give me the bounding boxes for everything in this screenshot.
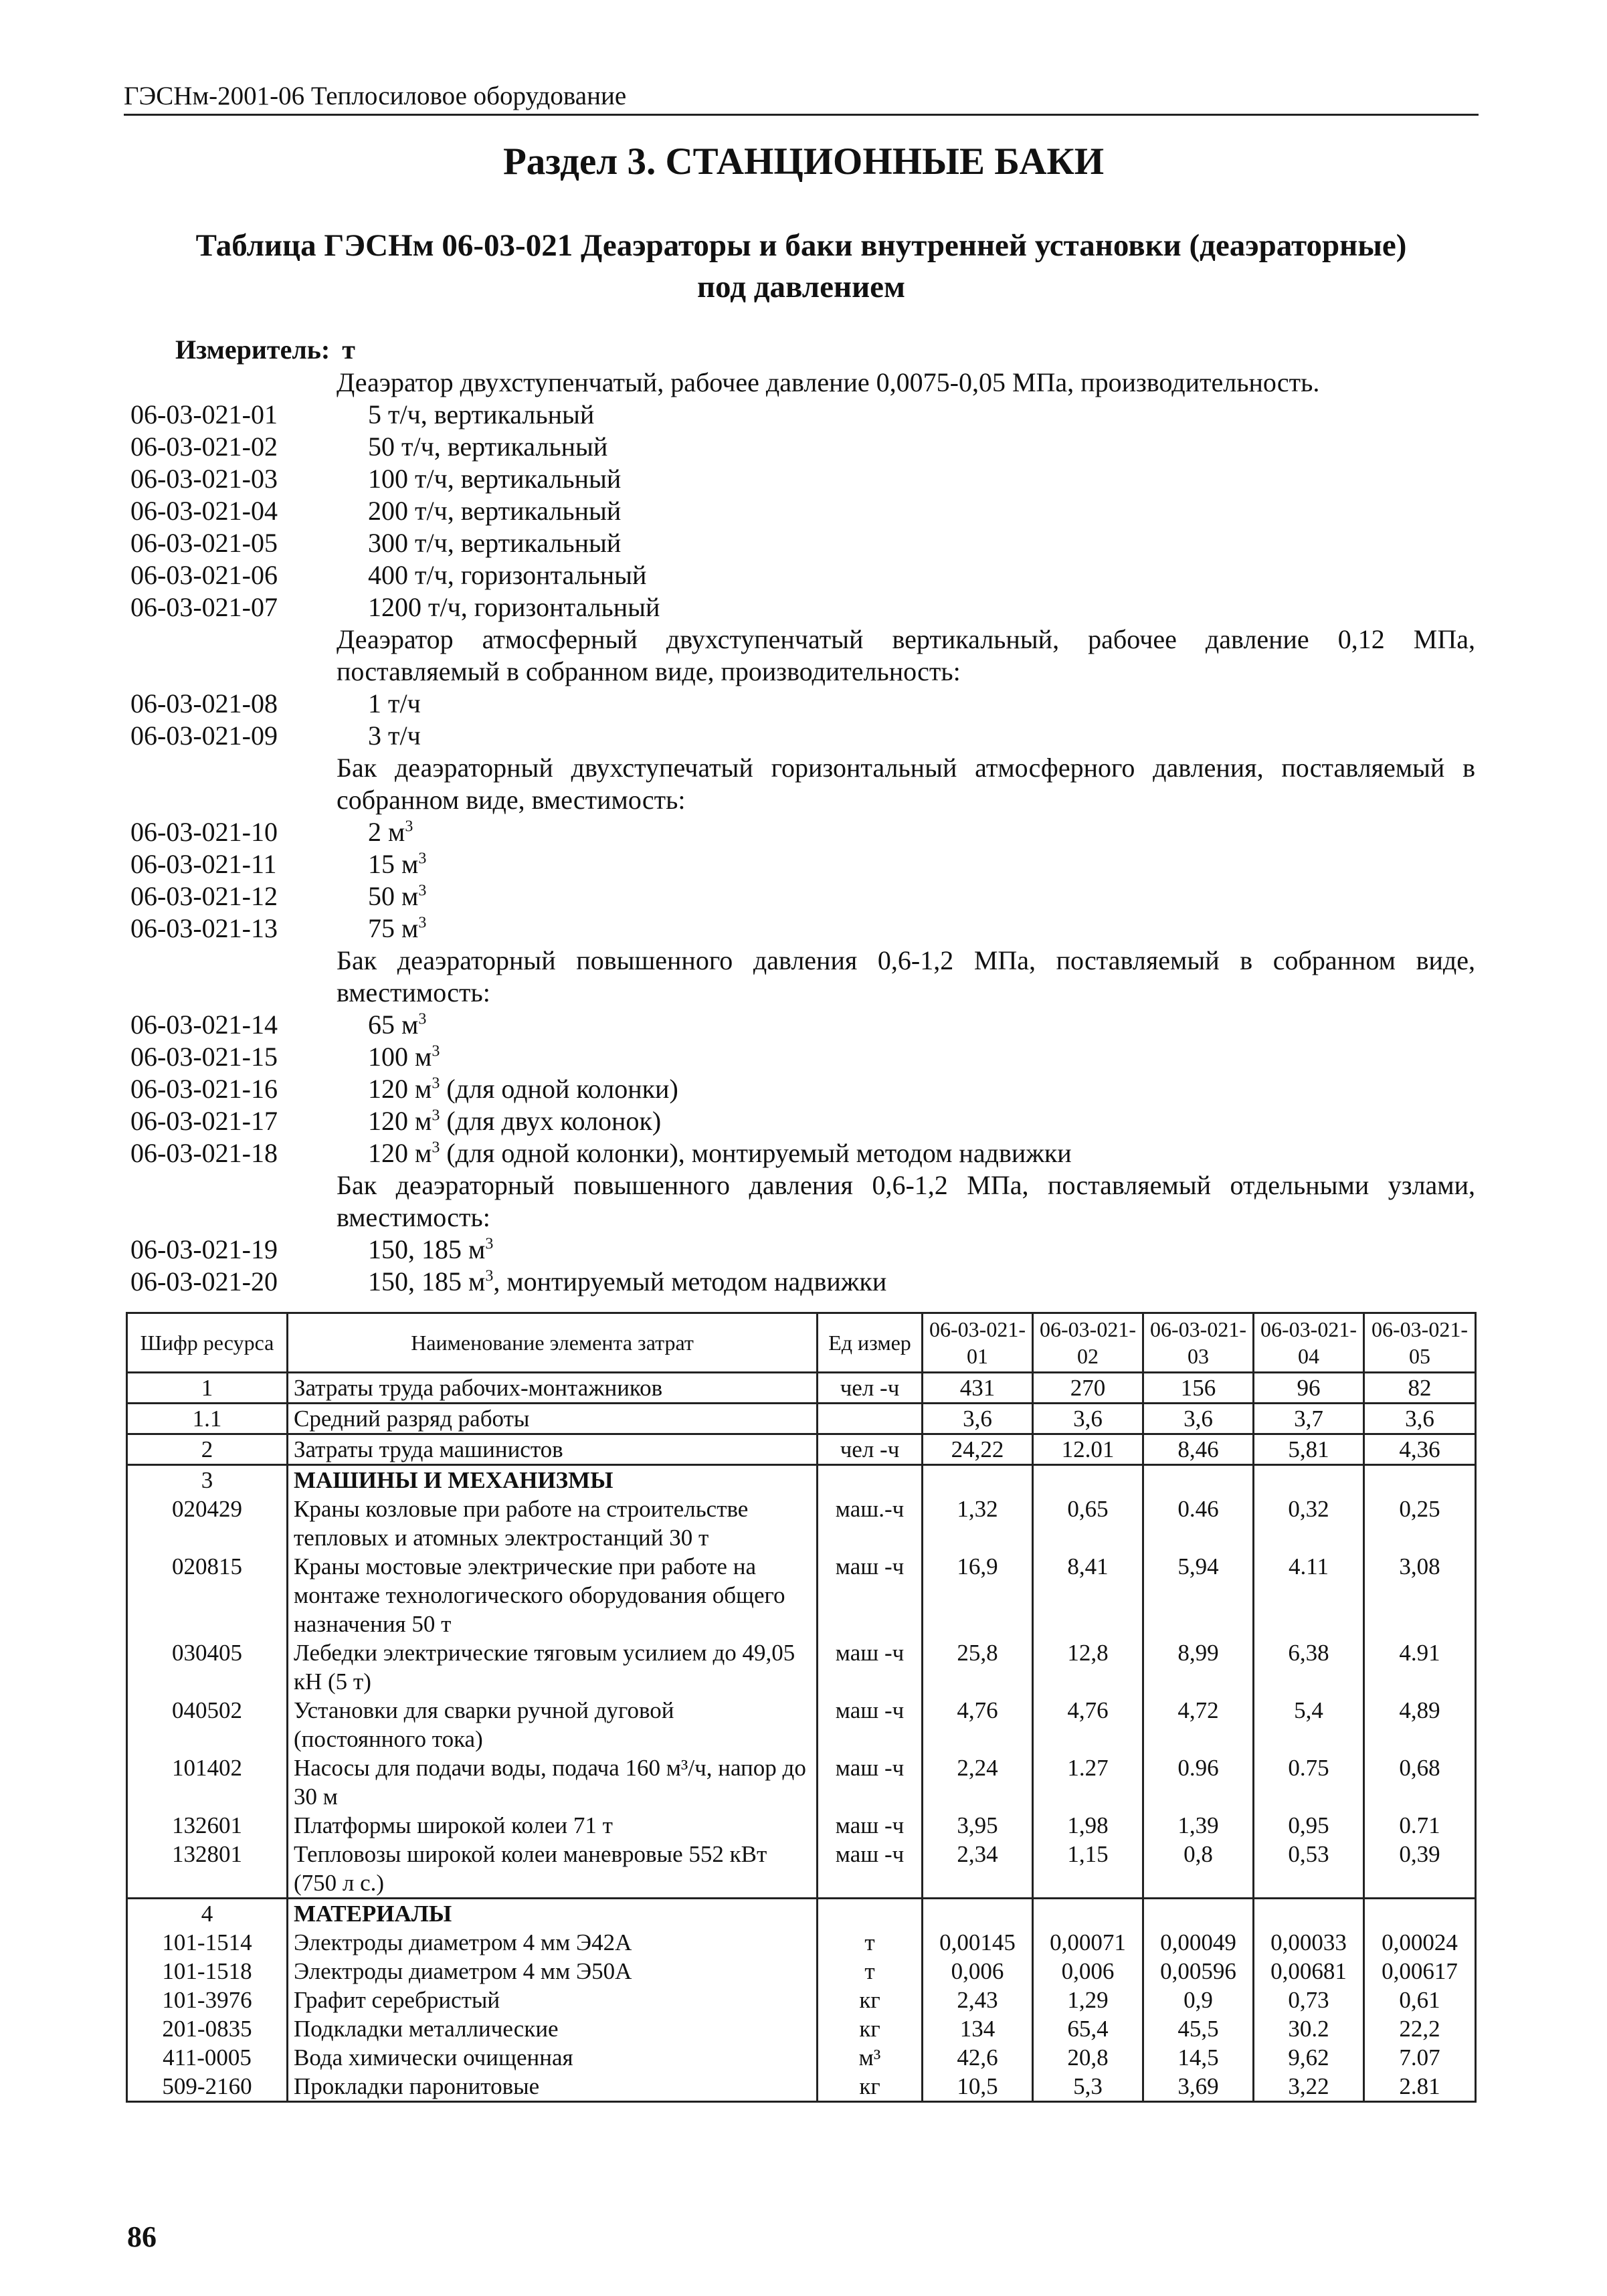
- cell-value: 0,65: [1033, 1495, 1143, 1552]
- norm-description-text: 150, 185 м: [368, 1234, 486, 1264]
- cell-value: 5,81: [1254, 1434, 1364, 1465]
- group-heading: Бак деаэраторный повышенного давления 0,6-1,2 МПа, поставляемый отдельными узлами, вместимость:: [337, 1170, 1475, 1232]
- norm-code: 06-03-021-17: [130, 1106, 278, 1136]
- norm-description-text: 200 т/ч, вертикальный: [368, 496, 622, 526]
- cell-value: 1,39: [1143, 1811, 1254, 1840]
- table-row: [127, 1552, 1476, 1638]
- superscript: 3: [432, 1107, 440, 1125]
- norm-description: [368, 463, 621, 495]
- cell-value: 3,6: [923, 1404, 1033, 1434]
- cell-name: Прокладки паронитовые: [288, 2072, 818, 2102]
- cell-name: Электроды диаметром 4 мм Э50А: [288, 1957, 818, 1986]
- cell-value: 4,72: [1143, 1696, 1254, 1753]
- cell-unit: маш -ч: [818, 1811, 923, 1840]
- cell-value: 4,36: [1364, 1434, 1476, 1465]
- cell-value: 14,5: [1143, 2043, 1254, 2072]
- norm-code: 06-03-021-13: [130, 913, 278, 943]
- norm-description-text: 300 т/ч, вертикальный: [368, 528, 622, 558]
- table-row: [127, 1404, 1476, 1434]
- cell-value: 8,99: [1143, 1638, 1254, 1696]
- cell-value: [923, 1465, 1033, 1495]
- norm-entry: [130, 688, 1475, 720]
- cell-unit: маш -ч: [818, 1552, 923, 1638]
- running-head: ГЭСНм-2001-06 Теплосиловое оборудование: [124, 79, 1479, 116]
- table-title: [124, 225, 1479, 308]
- norm-description-text: 75 м: [368, 913, 419, 943]
- cell-code: 101-3976: [127, 1986, 288, 2014]
- header-code: Шифр ресурса: [127, 1313, 288, 1373]
- norm-entry: [130, 463, 1475, 495]
- header-unit: Ед измер: [818, 1313, 923, 1373]
- norm-code: 06-03-021-02: [130, 432, 278, 462]
- norm-description-text: 65 м: [368, 1010, 419, 1040]
- measure-unit: т: [342, 334, 355, 365]
- cell-unit: маш -ч: [818, 1638, 923, 1696]
- norm-description: [368, 1073, 678, 1105]
- cell-value: 0,53: [1254, 1840, 1364, 1899]
- cell-name: Вода химически очищенная: [288, 2043, 818, 2072]
- cell-value: 6,38: [1254, 1638, 1364, 1696]
- norm-description: [368, 720, 421, 752]
- cell-code: 101-1518: [127, 1957, 288, 1986]
- cell-value: 134: [923, 2014, 1033, 2043]
- cell-value: 20,8: [1033, 2043, 1143, 2072]
- cell-name: МАТЕРИАЛЫ: [288, 1899, 818, 1929]
- norm-description-text: 1200 т/ч, горизонтальный: [368, 592, 660, 622]
- cell-value: 0,95: [1254, 1811, 1364, 1840]
- norm-description: [368, 816, 413, 848]
- norm-description: [368, 431, 607, 463]
- table-row: [127, 1465, 1476, 1495]
- superscript: 3: [418, 882, 427, 900]
- norm-code: 06-03-021-14: [130, 1010, 278, 1040]
- norm-description-text: 2 м: [368, 817, 405, 847]
- cell-value: 4.11: [1254, 1552, 1364, 1638]
- cell-code: 132801: [127, 1840, 288, 1899]
- cell-value: [1364, 1899, 1476, 1929]
- cell-name: Платформы широкой колеи 71 т: [288, 1811, 818, 1840]
- norm-description-text: 50 м: [368, 881, 419, 911]
- norm-entry: [130, 1073, 1475, 1105]
- cell-code: 020429: [127, 1495, 288, 1552]
- table-row: [127, 1638, 1476, 1696]
- norm-entry: [130, 816, 1475, 848]
- header-col-4: 06-03-021-04: [1254, 1313, 1364, 1373]
- cell-value: 4,76: [1033, 1696, 1143, 1753]
- cell-value: 0,00617: [1364, 1957, 1476, 1986]
- norm-code: 06-03-021-16: [130, 1074, 278, 1104]
- cell-code: 030405: [127, 1638, 288, 1696]
- resource-cost-table: [126, 1312, 1477, 2103]
- norm-code: 06-03-021-12: [130, 881, 278, 911]
- norm-code: 06-03-021-04: [130, 496, 278, 526]
- norm-description: [368, 848, 426, 880]
- cell-value: 0.71: [1364, 1811, 1476, 1840]
- cell-value: 0,00033: [1254, 1928, 1364, 1957]
- cell-unit: кг: [818, 2014, 923, 2043]
- cell-value: 0,00049: [1143, 1928, 1254, 1957]
- cell-value: 2,34: [923, 1840, 1033, 1899]
- cell-name: Тепловозы широкой колеи маневровые 552 кВт (750 л с.): [288, 1840, 818, 1899]
- cell-value: 25,8: [923, 1638, 1033, 1696]
- cell-code: 509-2160: [127, 2072, 288, 2102]
- cell-value: 45,5: [1143, 2014, 1254, 2043]
- norm-description-text: 150, 185 м: [368, 1266, 486, 1297]
- table-row: [127, 2043, 1476, 2072]
- norm-description: [368, 1041, 440, 1073]
- cell-value: 3,6: [1033, 1404, 1143, 1434]
- header-col-5: 06-03-021-05: [1364, 1313, 1476, 1373]
- cell-value: 7.07: [1364, 2043, 1476, 2072]
- group-heading: Деаэратор атмосферный двухступенчатый вертикальный, рабочее давление 0,12 МПа, поставляемый в собранном виде, производительность:: [337, 624, 1475, 686]
- norm-entry: [130, 559, 1475, 591]
- cell-value: 0,00596: [1143, 1957, 1254, 1986]
- table-row: [127, 2014, 1476, 2043]
- cell-unit: кг: [818, 1986, 923, 2014]
- cell-name: Затраты труда рабочих-монтажников: [288, 1373, 818, 1404]
- norm-code: 06-03-021-03: [130, 464, 278, 494]
- table-row: [127, 1495, 1476, 1552]
- cell-value: 0,00024: [1364, 1928, 1476, 1957]
- superscript: 3: [418, 914, 427, 932]
- cell-value: 3,22: [1254, 2072, 1364, 2102]
- cell-code: 020815: [127, 1552, 288, 1638]
- norm-entry: [130, 913, 1475, 945]
- cell-code: 2: [127, 1434, 288, 1465]
- norm-description: [368, 1266, 886, 1298]
- cell-value: 2.81: [1364, 2072, 1476, 2102]
- table-row: [127, 1899, 1476, 1929]
- norm-description-text: 120 м: [368, 1106, 432, 1136]
- cell-value: 8,41: [1033, 1552, 1143, 1638]
- cell-value: 0,25: [1364, 1495, 1476, 1552]
- norm-description-text: 1 т/ч: [368, 688, 421, 719]
- norm-code: 06-03-021-06: [130, 560, 278, 590]
- cell-unit: чел -ч: [818, 1373, 923, 1404]
- norm-description: [368, 880, 426, 913]
- group-heading: Деаэратор двухступенчатый, рабочее давление 0,0075-0,05 МПа, производительность.: [337, 367, 1320, 397]
- cell-code: 411-0005: [127, 2043, 288, 2072]
- cell-unit: т: [818, 1957, 923, 1986]
- header-col-1: 06-03-021-01: [923, 1313, 1033, 1373]
- cell-value: 5,4: [1254, 1696, 1364, 1753]
- norm-entry: [130, 1105, 1475, 1137]
- cell-value: 5,3: [1033, 2072, 1143, 2102]
- cell-value: [1033, 1465, 1143, 1495]
- superscript: 3: [418, 850, 427, 868]
- norm-entry: [130, 1041, 1475, 1073]
- norm-entry: [130, 431, 1475, 463]
- cell-value: 2,24: [923, 1753, 1033, 1811]
- cell-value: 8,46: [1143, 1434, 1254, 1465]
- cell-code: 040502: [127, 1696, 288, 1753]
- cell-value: 1,29: [1033, 1986, 1143, 2014]
- cell-value: 10,5: [923, 2072, 1033, 2102]
- table-row: [127, 2072, 1476, 2102]
- norm-description-text: 50 т/ч, вертикальный: [368, 432, 608, 462]
- cell-name: Краны мостовые электрические при работе на монтаже технологического оборудования общего назначения 50 т: [288, 1552, 818, 1638]
- norm-description: [368, 495, 621, 527]
- cell-value: 82: [1364, 1373, 1476, 1404]
- cell-value: 0,68: [1364, 1753, 1476, 1811]
- norm-code: 06-03-021-19: [130, 1234, 278, 1264]
- cell-value: 1,15: [1033, 1840, 1143, 1899]
- cell-value: 0,00071: [1033, 1928, 1143, 1957]
- cell-name: Лебедки электрические тяговым усилием до 49,05 кН (5 т): [288, 1638, 818, 1696]
- cell-value: 0,8: [1143, 1840, 1254, 1899]
- norm-description-text: 120 м: [368, 1138, 432, 1168]
- cell-value: 3,6: [1143, 1404, 1254, 1434]
- cell-value: 3,6: [1364, 1404, 1476, 1434]
- page-number: 86: [127, 2220, 157, 2253]
- norm-description: [368, 1105, 661, 1137]
- cell-value: 3,7: [1254, 1404, 1364, 1434]
- norm-entries-list: [130, 367, 1475, 1298]
- norm-code: 06-03-021-20: [130, 1266, 278, 1297]
- group-heading: Бак деаэраторный двухступечатый горизонтальный атмосферного давления, поставляемый в собранном виде, вместимость:: [337, 753, 1475, 815]
- norm-description-text: 100 м: [368, 1042, 432, 1072]
- norm-code: 06-03-021-11: [130, 849, 277, 879]
- cell-value: 2,43: [923, 1986, 1033, 2014]
- norm-entry: [130, 1137, 1475, 1169]
- cell-value: 3,08: [1364, 1552, 1476, 1638]
- norm-description: [368, 591, 660, 624]
- cell-value: 1,98: [1033, 1811, 1143, 1840]
- norm-description: [368, 1009, 426, 1041]
- cell-value: 0,006: [1033, 1957, 1143, 1986]
- norm-code: 06-03-021-05: [130, 528, 278, 558]
- section-title: Раздел 3. СТАНЦИОННЫЕ БАКИ: [502, 140, 1105, 183]
- group-heading: Бак деаэраторный повышенного давления 0,6-1,2 МПа, поставляемый в собранном виде, вместимость:: [337, 945, 1475, 1008]
- cell-name: МАШИНЫ И МЕХАНИЗМЫ: [288, 1465, 818, 1495]
- table-row: [127, 1811, 1476, 1840]
- cell-value: [1143, 1465, 1254, 1495]
- cell-value: 12.01: [1033, 1434, 1143, 1465]
- superscript: 3: [432, 1074, 440, 1092]
- cell-name: Электроды диаметром 4 мм Э42А: [288, 1928, 818, 1957]
- cell-value: 0,006: [923, 1957, 1033, 1986]
- cell-unit: маш -ч: [818, 1696, 923, 1753]
- cell-name: Насосы для подачи воды, подача 160 м³/ч, напор до 30 м: [288, 1753, 818, 1811]
- norm-entry: [130, 720, 1475, 752]
- norm-description: [368, 1234, 493, 1266]
- cell-code: 101402: [127, 1753, 288, 1811]
- norm-code: 06-03-021-18: [130, 1138, 278, 1168]
- cell-value: 0.46: [1143, 1495, 1254, 1552]
- cell-code: 201-0835: [127, 2014, 288, 2043]
- table-row: [127, 1840, 1476, 1899]
- norm-description: [368, 559, 646, 591]
- norm-code: 06-03-021-01: [130, 399, 278, 429]
- cell-code: 132601: [127, 1811, 288, 1840]
- norm-description-text: 400 т/ч, горизонтальный: [368, 560, 647, 590]
- table-header-row: [127, 1313, 1476, 1373]
- superscript: 3: [432, 1042, 440, 1060]
- cell-name: Затраты труда машинистов: [288, 1434, 818, 1465]
- superscript: 3: [485, 1235, 494, 1253]
- cell-value: [1033, 1899, 1143, 1929]
- norm-description: [368, 399, 594, 431]
- superscript: 3: [418, 1010, 427, 1028]
- norm-description: [368, 688, 421, 720]
- cell-value: 3,69: [1143, 2072, 1254, 2102]
- norm-entry: [130, 527, 1475, 559]
- norm-description-text: 3 т/ч: [368, 721, 421, 751]
- norm-code: 06-03-021-10: [130, 817, 278, 847]
- norm-entry: [130, 1009, 1475, 1041]
- norm-entry: [130, 880, 1475, 913]
- cell-value: 156: [1143, 1373, 1254, 1404]
- cell-value: 0,73: [1254, 1986, 1364, 2014]
- norm-code: 06-03-021-15: [130, 1042, 278, 1072]
- table-title-line1: Таблица ГЭСНм 06-03-021 Деаэраторы и баки внутренней установки (деаэраторные): [195, 228, 1407, 263]
- header-col-2: 06-03-021-02: [1033, 1313, 1143, 1373]
- cell-code: 4: [127, 1899, 288, 1929]
- norm-entry: [130, 848, 1475, 880]
- cell-value: [1143, 1899, 1254, 1929]
- cell-code: 3: [127, 1465, 288, 1495]
- norm-description-text: 100 т/ч, вертикальный: [368, 464, 622, 494]
- cell-value: 0,00145: [923, 1928, 1033, 1957]
- cell-value: 22,2: [1364, 2014, 1476, 2043]
- table-row: [127, 1753, 1476, 1811]
- cell-value: 3,95: [923, 1811, 1033, 1840]
- cell-value: [1254, 1899, 1364, 1929]
- table-row: [127, 1434, 1476, 1465]
- table-row: [127, 1986, 1476, 2014]
- table-row: [127, 1957, 1476, 1986]
- norm-description-text: 120 м: [368, 1074, 432, 1104]
- cell-unit: кг: [818, 2072, 923, 2102]
- cell-unit: маш -ч: [818, 1753, 923, 1811]
- superscript: 3: [405, 818, 413, 836]
- norm-description: [368, 1137, 1072, 1169]
- cell-code: 101-1514: [127, 1928, 288, 1957]
- cell-code: 1: [127, 1373, 288, 1404]
- cell-value: 4,76: [923, 1696, 1033, 1753]
- cell-value: 5,94: [1143, 1552, 1254, 1638]
- cell-unit: м³: [818, 2043, 923, 2072]
- cell-value: 0,61: [1364, 1986, 1476, 2014]
- table-row: [127, 1696, 1476, 1753]
- cell-unit: маш.-ч: [818, 1495, 923, 1552]
- norm-description: [368, 913, 426, 945]
- cell-value: [1364, 1465, 1476, 1495]
- cell-value: 1.27: [1033, 1753, 1143, 1811]
- table-title-line2: под давлением: [696, 270, 906, 304]
- table-row: [127, 1373, 1476, 1404]
- cell-value: 4,89: [1364, 1696, 1476, 1753]
- cell-value: 96: [1254, 1373, 1364, 1404]
- cell-value: 12,8: [1033, 1638, 1143, 1696]
- superscript: 3: [432, 1139, 440, 1157]
- cell-name: Графит серебристый: [288, 1986, 818, 2014]
- cell-name: Подкладки металлические: [288, 2014, 818, 2043]
- cell-unit: т: [818, 1928, 923, 1957]
- cell-unit: [818, 1465, 923, 1495]
- measure-line: [175, 333, 355, 367]
- header-col-3: 06-03-021-03: [1143, 1313, 1254, 1373]
- superscript: 3: [485, 1267, 494, 1285]
- norm-code: 06-03-021-07: [130, 592, 278, 622]
- cell-value: 24,22: [923, 1434, 1033, 1465]
- cell-name: Краны козловые при работе на строительстве тепловых и атомных электростанций 30 т: [288, 1495, 818, 1552]
- norm-description-suffix: (для двух колонок): [440, 1106, 662, 1136]
- table-row: [127, 1928, 1476, 1957]
- norm-code: 06-03-021-08: [130, 688, 278, 719]
- cell-value: 16,9: [923, 1552, 1033, 1638]
- cell-unit: маш -ч: [818, 1840, 923, 1899]
- cell-value: 0,00681: [1254, 1957, 1364, 1986]
- cell-value: 0,39: [1364, 1840, 1476, 1899]
- cell-value: 0,32: [1254, 1495, 1364, 1552]
- cell-value: 1,32: [923, 1495, 1033, 1552]
- cell-unit: [818, 1404, 923, 1434]
- cell-value: 0,9: [1143, 1986, 1254, 2014]
- cell-value: [1254, 1465, 1364, 1495]
- norm-entry: [130, 1234, 1475, 1266]
- header-name: Наименование элемента затрат: [288, 1313, 818, 1373]
- cell-value: 30.2: [1254, 2014, 1364, 2043]
- norm-description: [368, 527, 621, 559]
- cell-code: 1.1: [127, 1404, 288, 1434]
- cell-value: 4.91: [1364, 1638, 1476, 1696]
- cell-name: Средний разряд работы: [288, 1404, 818, 1434]
- norm-entry: [130, 1266, 1475, 1298]
- cell-value: 0.96: [1143, 1753, 1254, 1811]
- norm-description-suffix: (для одной колонки): [440, 1074, 678, 1104]
- cell-value: 0.75: [1254, 1753, 1364, 1811]
- cell-value: 42,6: [923, 2043, 1033, 2072]
- norm-entry: [130, 591, 1475, 624]
- cell-value: 431: [923, 1373, 1033, 1404]
- norm-description-suffix: , монтируемый методом надвижки: [493, 1266, 887, 1297]
- cell-value: 9,62: [1254, 2043, 1364, 2072]
- norm-entry: [130, 399, 1475, 431]
- cell-value: 270: [1033, 1373, 1143, 1404]
- cell-value: 65,4: [1033, 2014, 1143, 2043]
- norm-description-text: 5 т/ч, вертикальный: [368, 399, 595, 429]
- cell-unit: [818, 1899, 923, 1929]
- norm-entry: [130, 495, 1475, 527]
- measure-label: Измеритель:: [175, 334, 330, 365]
- cell-value: [923, 1899, 1033, 1929]
- norm-description-suffix: (для одной колонки), монтируемый методом надвижки: [440, 1138, 1072, 1168]
- norm-code: 06-03-021-09: [130, 721, 278, 751]
- cell-unit: чел -ч: [818, 1434, 923, 1465]
- cell-name: Установки для сварки ручной дуговой (постоянного тока): [288, 1696, 818, 1753]
- norm-description-text: 15 м: [368, 849, 419, 879]
